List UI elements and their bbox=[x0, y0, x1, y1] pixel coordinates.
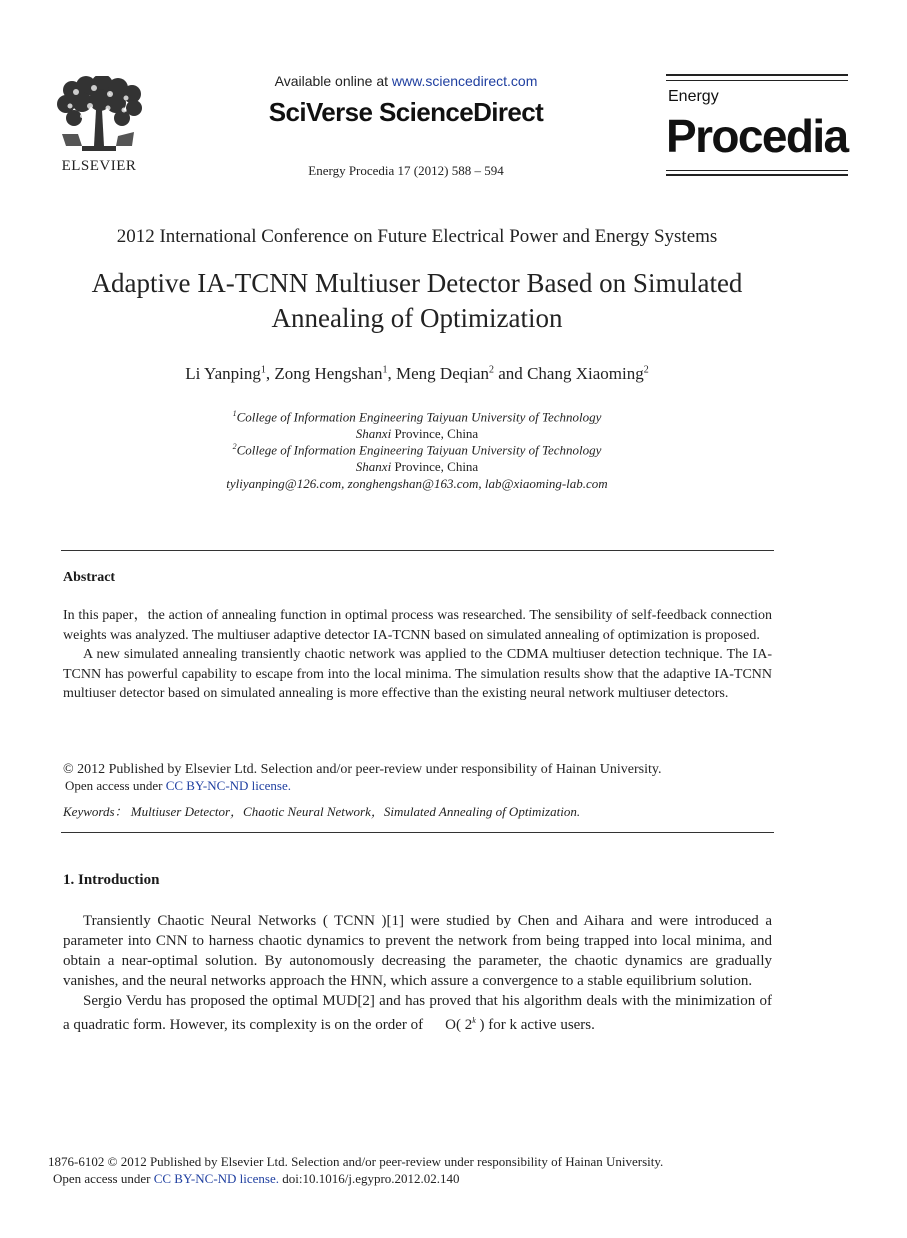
sciencedirect-link[interactable]: www.sciencedirect.com bbox=[391, 73, 538, 89]
intro-p2-text: Sergio Verdu has proposed the optimal MUD[2] and has proved that his algorithm deals with the minimization of a quadratic form. However, its complexity is on the order of bbox=[63, 993, 772, 1033]
author-sup: 1 bbox=[382, 364, 388, 376]
author-sup: 2 bbox=[643, 364, 649, 376]
brand-large: Procedia bbox=[666, 110, 848, 162]
elsevier-wordmark: ELSEVIER bbox=[61, 158, 137, 174]
elsevier-logo bbox=[52, 76, 146, 176]
available-online bbox=[200, 73, 612, 89]
affiliation-place: Shanxi bbox=[355, 426, 392, 441]
affiliation-2-place bbox=[0, 459, 834, 475]
open-access-prefix: Open access under bbox=[65, 778, 166, 793]
author-name: Li Yanping bbox=[185, 364, 261, 383]
license-link[interactable]: CC BY-NC-ND license. bbox=[165, 778, 292, 793]
author-name: Zong Hengshan bbox=[274, 364, 383, 383]
abstract-heading: Abstract bbox=[63, 570, 116, 585]
section-heading-introduction: 1. Introduction bbox=[63, 872, 160, 888]
footer-license-link[interactable]: CC BY-NC-ND license. bbox=[153, 1171, 280, 1186]
conference-name: 2012 International Conference on Future Electrical Power and Energy Systems bbox=[116, 226, 718, 247]
affiliation-1 bbox=[0, 409, 834, 425]
paper-title bbox=[40, 266, 794, 336]
affiliation-2 bbox=[0, 442, 834, 458]
divider-bottom bbox=[61, 832, 774, 833]
complexity-formula bbox=[445, 1017, 484, 1033]
affiliation-place: Shanxi bbox=[355, 459, 392, 474]
affiliation-org: College of Information Engineering Taiyuan University of Technology bbox=[236, 409, 602, 425]
author-name: Meng Deqian bbox=[396, 364, 490, 383]
abstract-paragraph-1: In this paper，the action of annealing function in optimal process was researched. The sensibility of self-feedback connection weights was analyzed. The multiuser adaptive detector IA-TCNN based on simulated annealing of optimization is proposed. bbox=[63, 608, 772, 643]
abstract-body bbox=[63, 606, 772, 704]
energy-procedia-logo bbox=[666, 74, 848, 176]
author-name: Chang Xiaoming bbox=[527, 364, 644, 383]
formula-exponent: k bbox=[472, 1016, 476, 1025]
author-list bbox=[0, 364, 834, 384]
author-sup: 1 bbox=[260, 364, 266, 376]
intro-paragraph-1: Transiently Chaotic Neural Networks ( TCNN )[1] were studied by Chen and Aihara and were introduced a parameter into CNN to harness chaotic dynamics to prevent the network from being trapped into local minima, and obtain a near-optimal solution. By autonomously decreasing the parameter, the chaotic dynamics are gradually vanishes, and the neural networks approach the HNN, which assure a convergence to a stable equilibrium solution. bbox=[63, 913, 772, 989]
intro-paragraph-2 bbox=[63, 991, 772, 1035]
copyright-line: © 2012 Published by Elsevier Ltd. Selection and/or peer-review under responsibility of Hainan University. bbox=[63, 762, 662, 777]
divider-top bbox=[61, 550, 774, 551]
journal-reference: Energy Procedia 17 (2012) 588 – 594 bbox=[308, 163, 504, 178]
author-sep: , bbox=[387, 364, 396, 383]
affiliation-province: Province, China bbox=[391, 459, 479, 474]
open-access-line bbox=[65, 778, 291, 794]
available-prefix: Available online at bbox=[274, 73, 392, 89]
affiliation-org: College of Information Engineering Taiyuan University of Technology bbox=[236, 442, 602, 458]
sciverse-wordmark: SciVerse ScienceDirect bbox=[268, 97, 544, 127]
introduction-body bbox=[63, 911, 772, 1035]
affiliation-province: Province, China bbox=[391, 426, 479, 441]
footer-open-access-prefix: Open access under bbox=[53, 1171, 154, 1186]
title-line-2: Annealing of Optimization bbox=[271, 303, 563, 333]
affiliation-1-place bbox=[0, 426, 834, 442]
author-sup: 2 bbox=[489, 364, 495, 376]
affiliation-sup: 1 bbox=[232, 409, 237, 418]
footer-copyright: 1876-6102 © 2012 Published by Elsevier Ltd. Selection and/or peer-review under responsibility of Hainan University. bbox=[48, 1154, 664, 1169]
formula-base: O( 2 bbox=[445, 1017, 473, 1033]
footer-open-access bbox=[53, 1171, 460, 1187]
footer-doi: doi:10.1016/j.egypro.2012.02.140 bbox=[279, 1171, 460, 1186]
elsevier-tree-icon bbox=[52, 76, 146, 156]
abstract-paragraph-2: A new simulated annealing transiently chaotic network was applied to the CDMA multiuser detection technique. The IA-TCNN has powerful capability to escape from into the local minima. The simulation results show that the adaptive IA-TCNN multiuser detector based on simulated annealing is more effective than the existing neural network multiuser detectors. bbox=[63, 647, 772, 701]
brand-small: Energy bbox=[668, 88, 719, 105]
author-emails: tyliyanping@126.com, zonghengshan@163.com, lab@xiaoming-lab.com bbox=[226, 476, 608, 491]
intro-p2-tail: for k active users. bbox=[484, 1017, 595, 1033]
author-sep: , bbox=[265, 364, 275, 383]
keywords: Keywords： Multiuser Detector，Chaotic Neural Network，Simulated Annealing of Optimization. bbox=[63, 804, 581, 819]
affiliation-sup: 2 bbox=[232, 442, 237, 451]
author-sep: and bbox=[494, 364, 528, 383]
formula-close: ) bbox=[475, 1017, 485, 1033]
title-line-1: Adaptive IA-TCNN Multiuser Detector Based on Simulated bbox=[91, 268, 743, 298]
